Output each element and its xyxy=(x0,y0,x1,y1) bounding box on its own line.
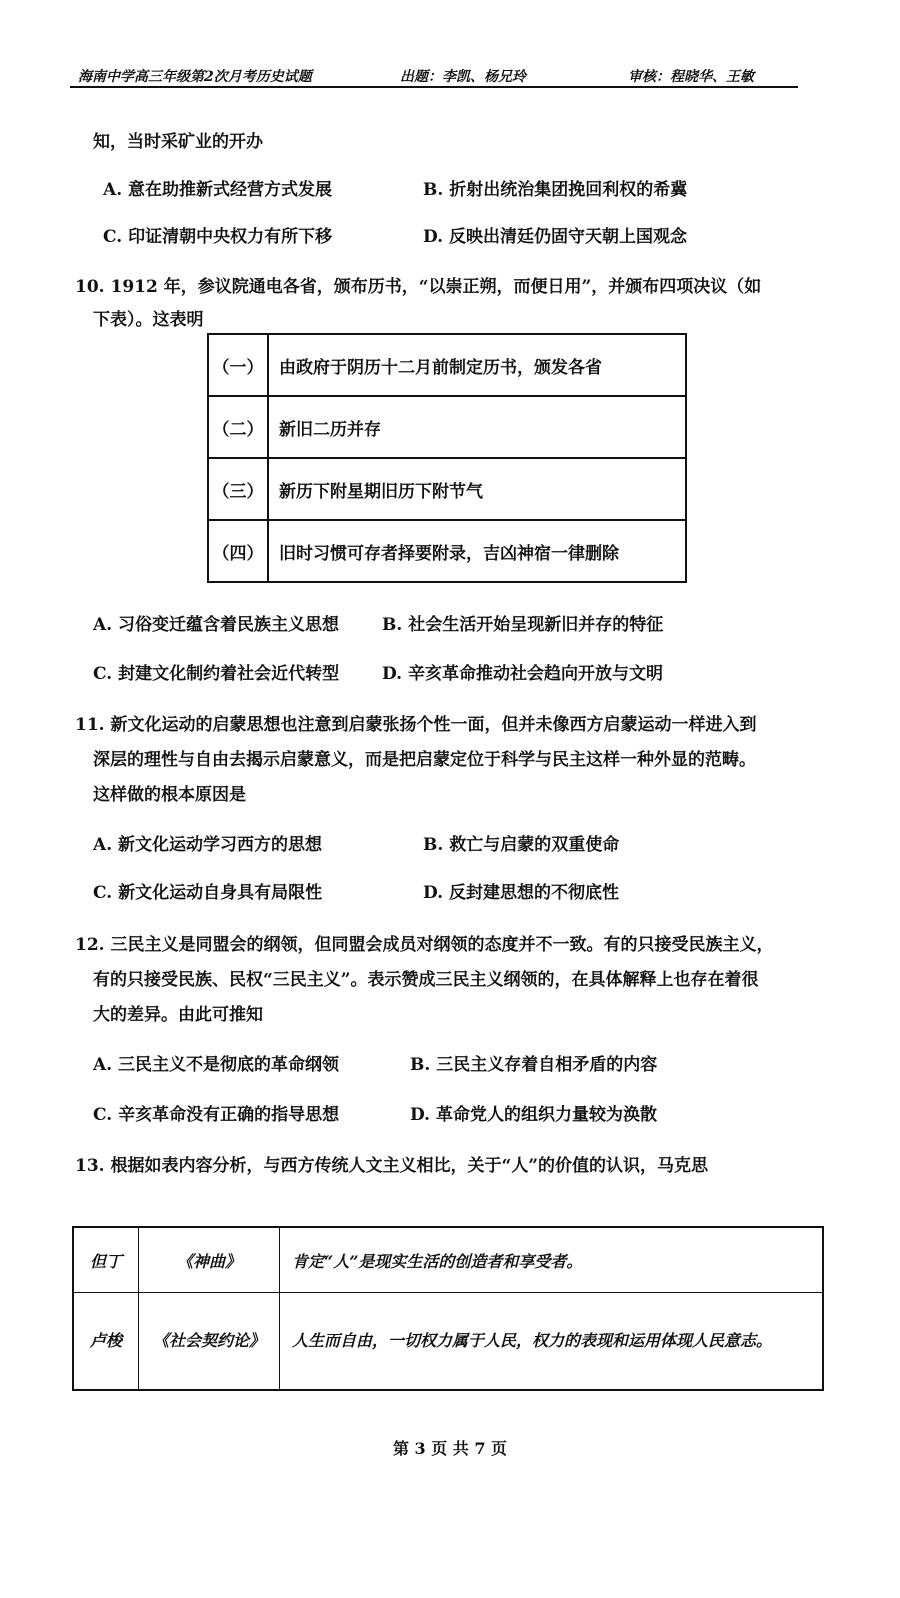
table-cell-person: 卢梭 xyxy=(73,1293,139,1391)
page-header xyxy=(70,64,798,88)
q10-resolutions-table xyxy=(207,333,687,583)
q11-option-d: D. 反封建思想的不彻底性 xyxy=(423,883,619,903)
table-cell-text: 人生而自由，一切权力属于人民，权力的表现和运用体现人民意志。 xyxy=(280,1293,824,1391)
table-cell-number: （三） xyxy=(208,458,268,520)
table-cell-text: 肯定“人”是现实生活的创造者和享受者。 xyxy=(280,1227,824,1293)
q12-option-d: D. 革命党人的组织力量较为涣散 xyxy=(410,1105,657,1125)
header-exam-title: 海南中学高三年级第2次月考历史试题 xyxy=(78,69,312,85)
header-reviewers: 审核：程晓华、王敏 xyxy=(628,69,754,85)
table-cell-work: 《神曲》 xyxy=(139,1227,280,1293)
q11-stem-line-3: 这样做的根本原因是 xyxy=(93,785,246,805)
table-cell-text: 新历下附星期旧历下附节气 xyxy=(268,458,686,520)
q12-option-b: B. 三民主义存着自相矛盾的内容 xyxy=(410,1055,658,1075)
table-row xyxy=(208,520,686,582)
q12-stem-line-2: 有的只接受民族、民权“三民主义”。表示赞成三民主义纲领的，在具体解释上也存在着很 xyxy=(93,970,759,990)
q11-stem-line-1: 11. 新文化运动的启蒙思想也注意到启蒙张扬个性一面，但并未像西方启蒙运动一样进入到 xyxy=(75,715,757,735)
q9-option-a: A. 意在助推新式经营方式发展 xyxy=(103,180,333,200)
q11-stem-line-2: 深层的理性与自由去揭示启蒙意义，而是把启蒙定位于科学与民主这样一种外显的范畴。 xyxy=(93,750,756,770)
table-cell-number: （四） xyxy=(208,520,268,582)
table-cell-number: （一） xyxy=(208,334,268,396)
q10-option-c: C. 封建文化制约着社会近代转型 xyxy=(93,664,340,684)
table-cell-person: 但丁 xyxy=(73,1227,139,1293)
table-cell-work: 《社会契约论》 xyxy=(139,1293,280,1391)
q12-option-a: A. 三民主义不是彻底的革命纲领 xyxy=(93,1055,340,1075)
q12-stem-line-3: 大的差异。由此可推知 xyxy=(93,1005,263,1025)
q10-option-a: A. 习俗变迁蕴含着民族主义思想 xyxy=(93,615,340,635)
table-cell-text: 新旧二历并存 xyxy=(268,396,686,458)
q9-option-c: C. 印证清朝中央权力有所下移 xyxy=(103,227,333,247)
q11-option-c: C. 新文化运动自身具有局限性 xyxy=(93,883,323,903)
q9-stem-tail: 知，当时采矿业的开办 xyxy=(93,132,263,152)
header-authors: 出题：李凯、杨兄玲 xyxy=(400,69,526,85)
table-cell-text: 由政府于阴历十二月前制定历书，颁发各省 xyxy=(268,334,686,396)
q10-option-b: B. 社会生活开始呈现新旧并存的特征 xyxy=(382,615,664,635)
q12-stem-line-1: 12. 三民主义是同盟会的纲领，但同盟会成员对纲领的态度并不一致。有的只接受民族主义， xyxy=(75,935,774,955)
table-row xyxy=(73,1293,823,1391)
table-cell-number: （二） xyxy=(208,396,268,458)
q13-stem-line-1: 13. 根据如表内容分析，与西方传统人文主义相比，关于“人”的价值的认识，马克思 xyxy=(75,1156,709,1176)
table-row xyxy=(208,458,686,520)
q10-stem-line-1: 10. 1912 年，参议院通电各省，颁布历书，“以崇正朔，而便日用”，并颁布四项决议（如 xyxy=(75,277,762,297)
q13-humanism-table xyxy=(72,1226,824,1391)
table-cell-text: 旧时习惯可存者择要附录，吉凶神宿一律删除 xyxy=(268,520,686,582)
q9-option-b: B. 折射出统治集团挽回利权的希冀 xyxy=(423,180,688,200)
q11-option-a: A. 新文化运动学习西方的思想 xyxy=(93,835,323,855)
q10-stem-line-2: 下表）。这表明 xyxy=(93,310,204,330)
q12-option-c: C. 辛亥革命没有正确的指导思想 xyxy=(93,1105,340,1125)
table-row xyxy=(73,1227,823,1293)
q9-option-d: D. 反映出清廷仍固守天朝上国观念 xyxy=(423,227,687,247)
q11-option-b: B. 救亡与启蒙的双重使命 xyxy=(423,835,620,855)
table-row xyxy=(208,334,686,396)
page-number: 第 3 页 共 7 页 xyxy=(392,1439,508,1458)
q10-option-d: D. 辛亥革命推动社会趋向开放与文明 xyxy=(382,664,663,684)
table-row xyxy=(208,396,686,458)
